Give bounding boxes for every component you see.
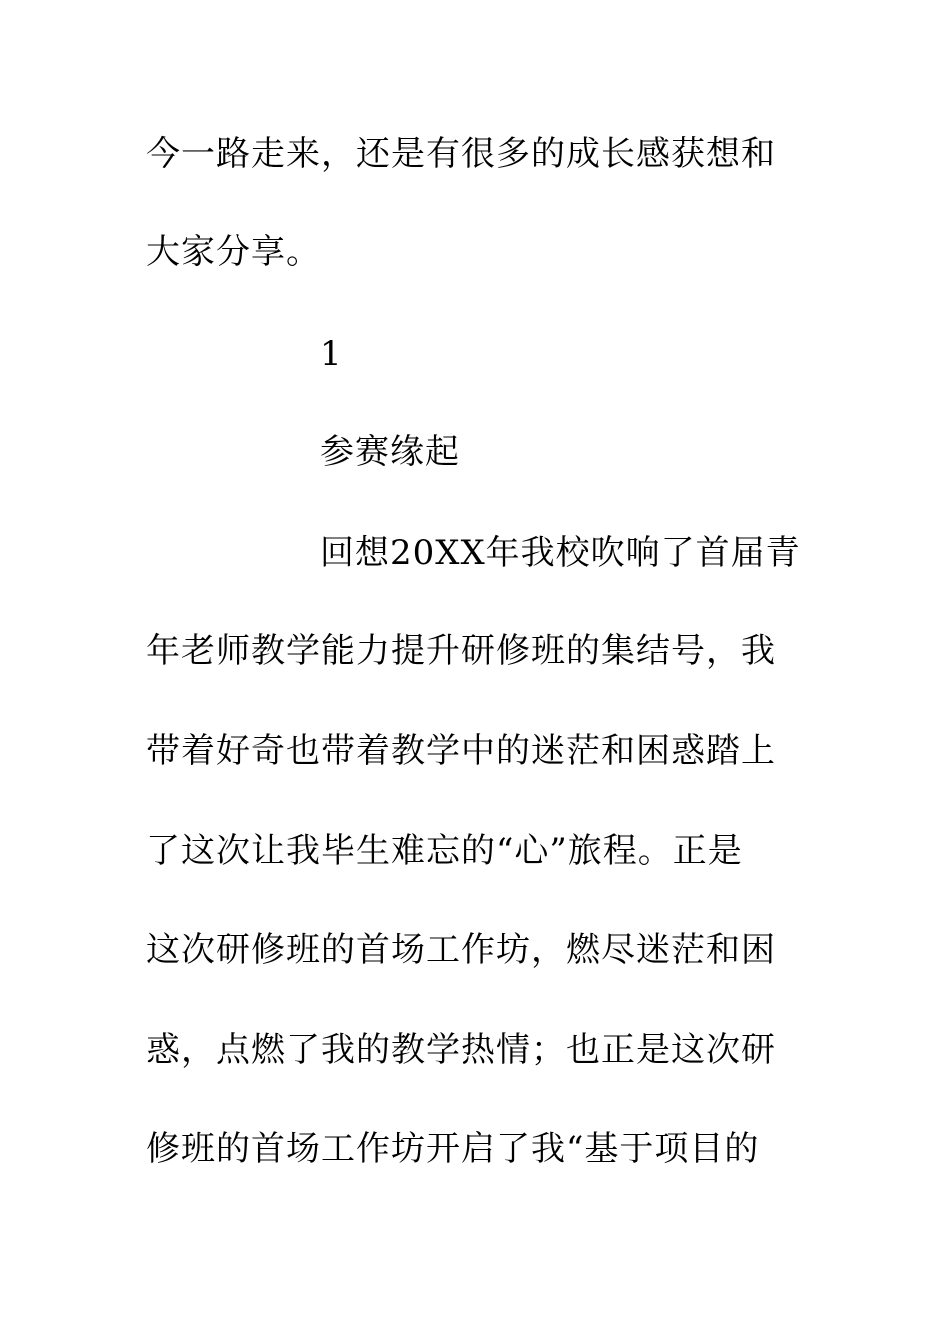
- intro-line-2: 大家分享。: [146, 232, 321, 272]
- body-line-4: 了这次让我毕生难忘的“心”旅程。正是: [146, 831, 743, 871]
- body-line-1: 回想20XX年我校吹响了首届青: [320, 533, 801, 573]
- section-number: 1: [320, 334, 343, 374]
- body-line-2: 年老师教学能力提升研修班的集结号，我: [146, 631, 776, 671]
- section-heading: 参赛缘起: [320, 432, 460, 472]
- intro-line-1: 今一路走来，还是有很多的成长感获想和: [146, 134, 776, 174]
- body-line-3: 带着好奇也带着教学中的迷茫和困惑踏上: [146, 731, 776, 771]
- body-line-5: 这次研修班的首场工作坊，燃尽迷茫和困: [146, 930, 776, 970]
- body-line-6: 惑，点燃了我的教学热情；也正是这次研: [146, 1030, 776, 1070]
- body-line-7: 修班的首场工作坊开启了我“基于项目的: [146, 1129, 760, 1169]
